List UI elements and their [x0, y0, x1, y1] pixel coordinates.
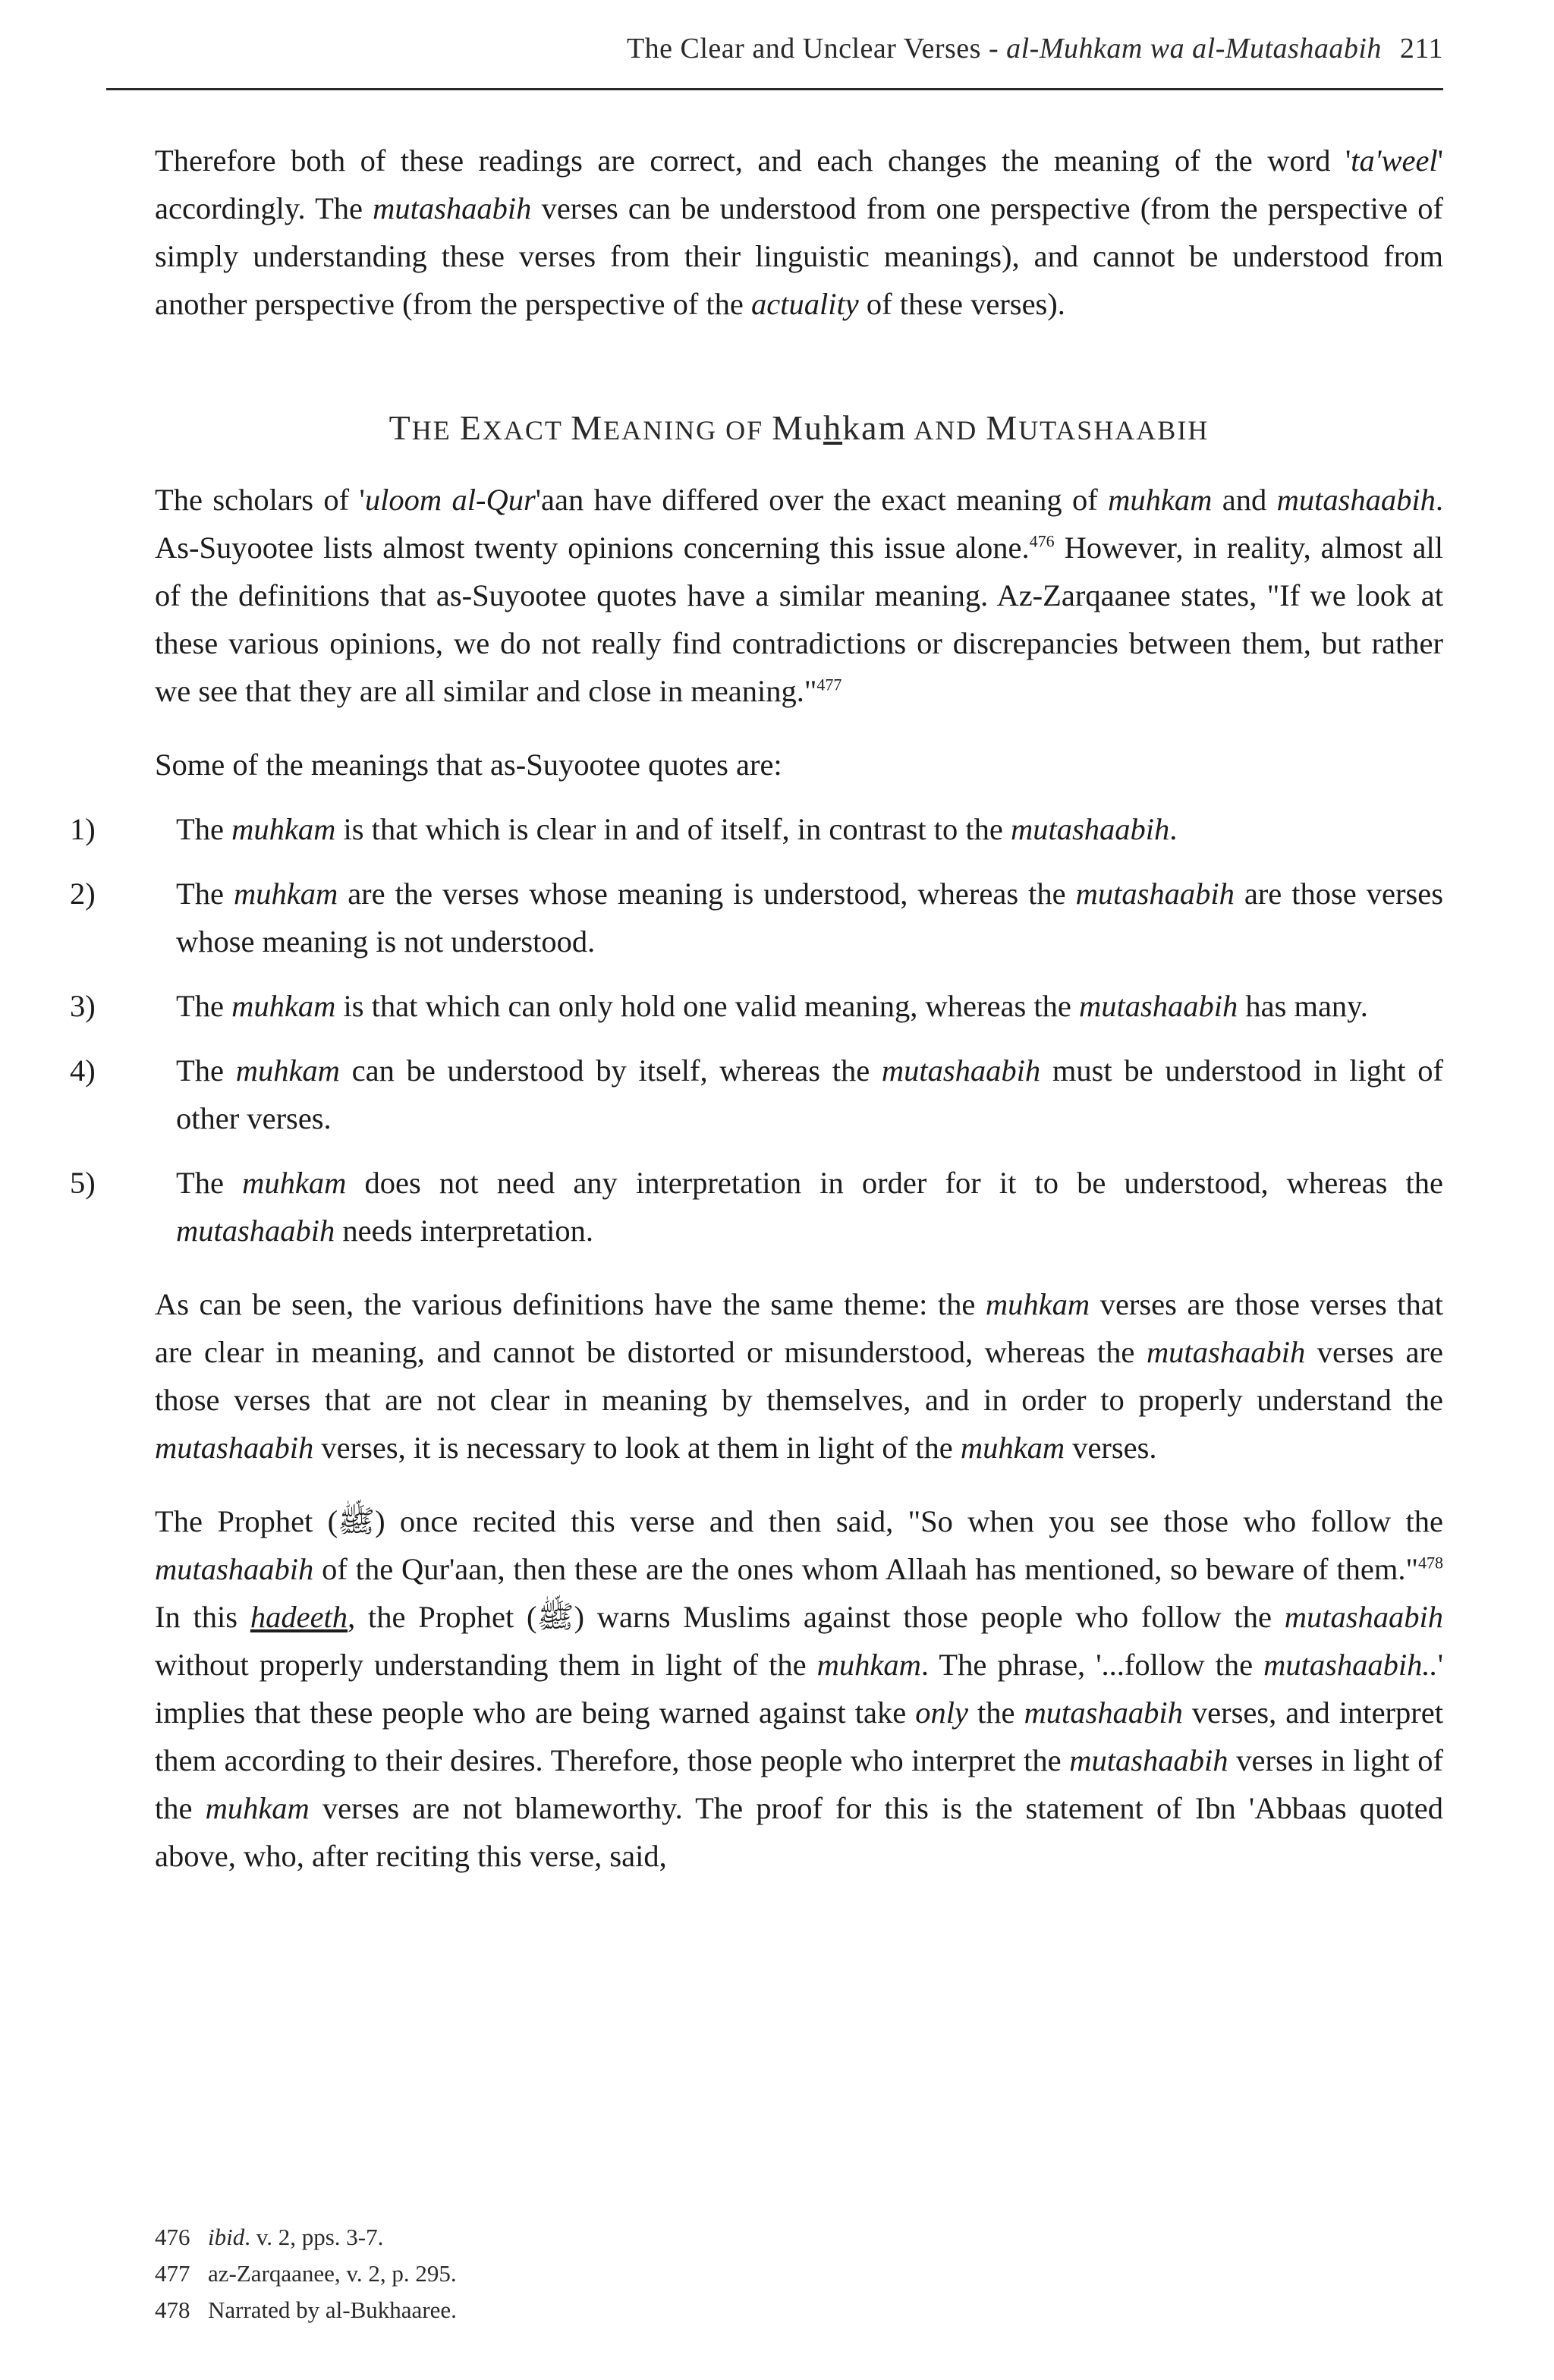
footnote-ref-477: 477 — [816, 675, 842, 694]
paragraph-1: Therefore both of these readings are correct, and each changes the meaning of the word 'ta'weel' accordingly. The mutashaabih verses can be understood from one perspective (from the perspective of simply understanding these verses from their linguistic meanings), and cannot be understood from another perspective (from the perspective of the actuality of these verses). — [155, 143, 1443, 321]
page-number: 211 — [1399, 33, 1443, 65]
paragraph-3: Some of the meanings that as-Suyootee quotes are: — [155, 748, 782, 782]
running-head-title-italic: al-Muhkam wa al-Mutashaabih — [1006, 33, 1382, 65]
meanings-list — [70, 805, 1443, 1255]
salutation-glyph: ﷺ — [338, 1504, 376, 1538]
running-head-title: The Clear and Unclear Verses - — [626, 33, 1007, 65]
list-item: 1) The muhkam is that which is clear in and of itself, in contrast to the mutashaabih. — [70, 812, 1178, 846]
list-item: 3) The muhkam is that which can only hold one valid meaning, whereas the mutashaabih has many. — [70, 989, 1368, 1023]
footnote: 477 az-Zarqaanee, v. 2, p. 295. — [155, 2260, 457, 2287]
paragraph-2: The scholars of 'uloom al-Qur'aan have differed over the exact meaning of muhkam and mutashaabih. As-Suyootee lists almost twenty opinions concerning this issue alone.$^{476}$ However, in reality, almost all of the definitions that as-Suyootee quotes have a similar meaning. Az-Zarqaanee states, "If we look at these various opinions, we do not really find contradictions or discrepancies between them, but rather we see that they are all similar and close in meaning."$^{477}$ — [155, 483, 1444, 708]
footnote: 478 Narrated by al-Bukhaaree. — [155, 2297, 457, 2323]
paragraph-5: The Prophet (ﷺ) once recited this verse and then said, "So when you see those who follow the mutashaabih of the Qur'aan, then these are the ones whom Allaah has mentioned, so beware of them."$^{478}$ In this hadeeth, the Prophet (ﷺ) warns Muslims against those people who follow the mutashaabih without properly understanding them in light of the muhkam. The phrase, '...follow the mutashaabih..' implies that these people who are being warned against take only the mutashaabih verses, and interpret them according to their desires. Therefore, those people who interpret the mutashaabih verses in light of the muhkam verses are not blameworthy. The proof for this is the statement of Ibn 'Abbaas quoted above, who, after reciting this verse, said, — [155, 1504, 1443, 1873]
footnote: 476 ibid. v. 2, pps. 3-7. — [155, 2224, 384, 2250]
header-rule — [106, 88, 1443, 90]
footnotes — [155, 2219, 1443, 2328]
footnote-ref-476: 476 — [1029, 531, 1055, 551]
main-text — [70, 137, 1444, 1880]
paragraph-4: As can be seen, the various definitions have the same theme: the muhkam verses are those verses that are clear in meaning, and cannot be distorted or misunderstood, whereas the mutashaabih verses are those verses that are not clear in meaning by themselves, and in order to properly understand the mutashaabih verses, it is necessary to look at them in light of the muhkam verses. — [155, 1287, 1443, 1465]
section-heading: THE EXACT MEANING OF Muhkam AND MUTASHAABIH — [388, 408, 1210, 447]
list-item: 2) The muhkam are the verses whose meaning is understood, whereas the mutashaabih are those verses whose meaning is not understood. — [70, 877, 1443, 959]
salutation-glyph: ﷺ — [536, 1600, 574, 1634]
list-item: 4) The muhkam can be understood by itself, whereas the mutashaabih must be understood in light of other verses. — [70, 1053, 1443, 1135]
list-item: 5) The muhkam does not need any interpretation in order for it to be understood, whereas the mutashaabih needs interpretation. — [70, 1166, 1443, 1248]
footnote-ref-478: 478 — [1418, 1553, 1443, 1572]
running-head — [106, 32, 1443, 65]
